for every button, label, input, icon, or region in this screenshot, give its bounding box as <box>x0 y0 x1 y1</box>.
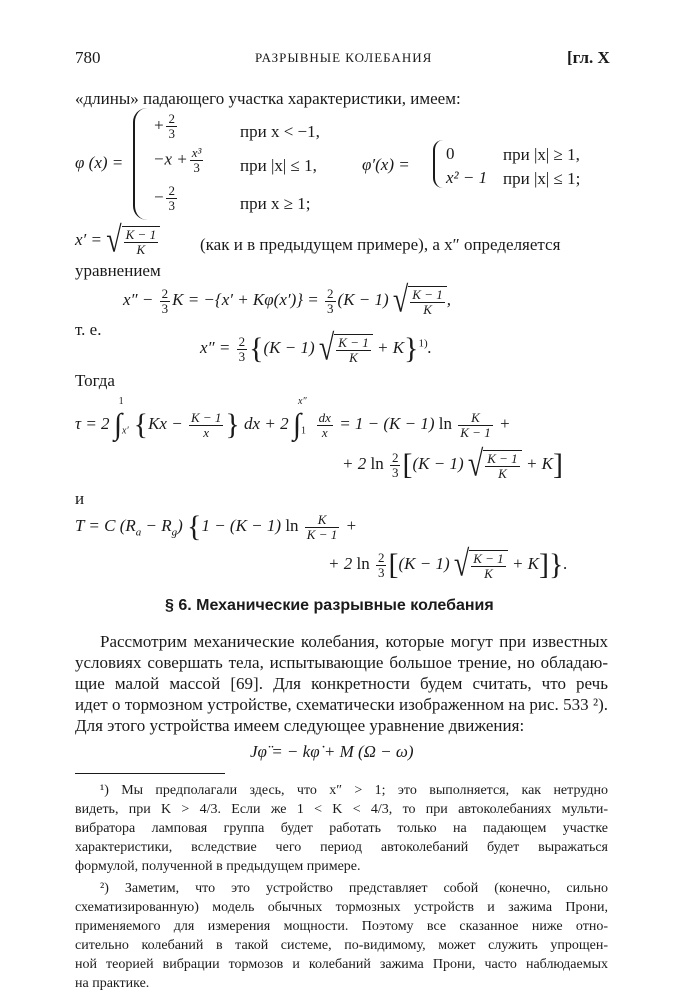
footnote2-line-5: ной теорией вибрации тормозов и колебаний зажима Прони, часто наблюдаемых <box>75 957 608 972</box>
chapter-label: [гл. X <box>567 48 610 67</box>
paragraph-line-1: Рассмотрим механические колебания, которые могут при известных <box>100 632 608 651</box>
intro-line: «длины» падающего участка характеристики, имеем: <box>75 89 461 108</box>
phi-case1-val: + $\frac{2}{3}$ <box>153 111 175 141</box>
tau-equation-line2: + 2 ln $\frac{2}{3}$ [(K − 1) √ $\frac{K - 1}{K}$ + K] <box>342 444 563 485</box>
paragraph-line-5: Для этого устройства имеем следующее уравнение движения: <box>75 716 525 735</box>
xprime-text2: уравнением <box>75 261 161 280</box>
x2-equation: x″ − $\frac{2}{3}$ K = −{x′ + Kφ(x′)} = $\frac{2}{3}$ (K − 1) √ $\frac{K - 1}{K}$ , <box>123 280 451 321</box>
xprime-text: (как и в предыдущем примере), а x″ определяется <box>200 235 561 254</box>
phi-case2-cond: при |x| ≤ 1, <box>240 156 317 175</box>
motion-equation: Jφ̈ = − kφ̇ + M (Ω − ω) <box>250 742 414 761</box>
dphi-brace <box>433 140 445 188</box>
running-title: РАЗРЫВНЫЕ КОЛЕБАНИЯ <box>255 50 433 65</box>
dphi-case2-cond: при |x| ≤ 1; <box>503 169 581 188</box>
dphi-case1-cond: при |x| ≥ 1, <box>503 145 580 164</box>
footnote1-line-2: видеть, при K > 4/3. Если же 1 < K < 4/3, то при автоколебаниях мульти- <box>75 802 608 817</box>
footnote2-line-4: сительно колебаний в такой системе, по-видимому, может служить упрощен- <box>75 938 608 953</box>
footnote1-line-1: ¹) Мы предполагали здесь, что x″ > 1; это выполняется, как нетрудно <box>100 783 608 798</box>
phi-case1-cond: при x < −1, <box>240 122 320 141</box>
dphi-case1-val: 0 <box>446 144 455 163</box>
footnote2-line-3: применяемого для измерения мощности. Поэтому все сказанное ниже отно- <box>75 919 608 934</box>
footnote2-line-1: ²) Заметим, что это устройство представляет собой (конечно, сильно <box>100 881 608 896</box>
x2-result: x″ = $\frac{2}{3}$ {(K − 1) √ $\frac{K - 1}{K}$ + K}$^{1)}$. <box>200 328 432 369</box>
paragraph-line-2: условиях совершать тела, испытывающие большое трение, но обладаю- <box>75 653 608 672</box>
phi-case2-val: −x + $\frac{\text{x³}}{3}$ <box>153 145 202 175</box>
footnote2-line-2: схематизированную) модель обычных тормозных устройств и зажима Прони, <box>75 900 608 915</box>
xprime-formula: x′ = √ $\frac{K - 1}{K}$ <box>75 225 160 257</box>
section-title: § 6. Механические разрывные колебания <box>165 597 494 614</box>
page-number: 780 <box>75 48 101 67</box>
T-equation-line2: + 2 ln $\frac{2}{3}$ [(K − 1) √ $\frac{K - 1}{K}$ + K]}. <box>328 544 568 585</box>
te-label: т. е. <box>75 320 102 339</box>
footnote1-line-5: формулой, полученной в предыдущем примере. <box>75 859 361 874</box>
phi-case3-cond: при x ≥ 1; <box>240 194 311 213</box>
paragraph-line-4: идет о тормозном устройстве, схематически изображенном на рис. 533 ²). <box>75 695 608 714</box>
dphi-case2-val: x² − 1 <box>446 168 488 187</box>
footnote1-line-4: характеристики, вследствие чего период автоколебаний будет выражаться <box>75 840 608 855</box>
togda-label: Тогда <box>75 371 115 390</box>
phi-brace <box>133 108 149 220</box>
footnote2-line-6: на практике. <box>75 976 150 991</box>
phi-lhs: φ (x) = <box>75 153 124 172</box>
footnote1-line-3: вибратора ламповая группа будет работать только на падающем участке <box>75 821 608 836</box>
paragraph-line-3: щие малой массой [69]. Для конкретности будем считать, что речь <box>75 674 608 693</box>
and-label: и <box>75 489 85 508</box>
tau-equation-line1: τ = 2 $\int_{x'}^1\{Kx$ − $\frac{K - 1}{x}$ } dx + 2 $\int_1^{x''}$ $\frac{dx}{x}$ = 1 − (K − 1) ln $\frac{K}{K - 1}$ + <box>75 396 511 441</box>
phi-case3-val: − $\frac{2}{3}$ <box>153 183 175 213</box>
T-equation-line1: T = C $(R_a - R_g) \{1 - (K - 1)$ ln $\frac{K}{K - 1}$ + <box>75 510 357 543</box>
dphi-lhs: φ′(x) = <box>362 155 410 174</box>
footnote-rule <box>75 773 225 774</box>
